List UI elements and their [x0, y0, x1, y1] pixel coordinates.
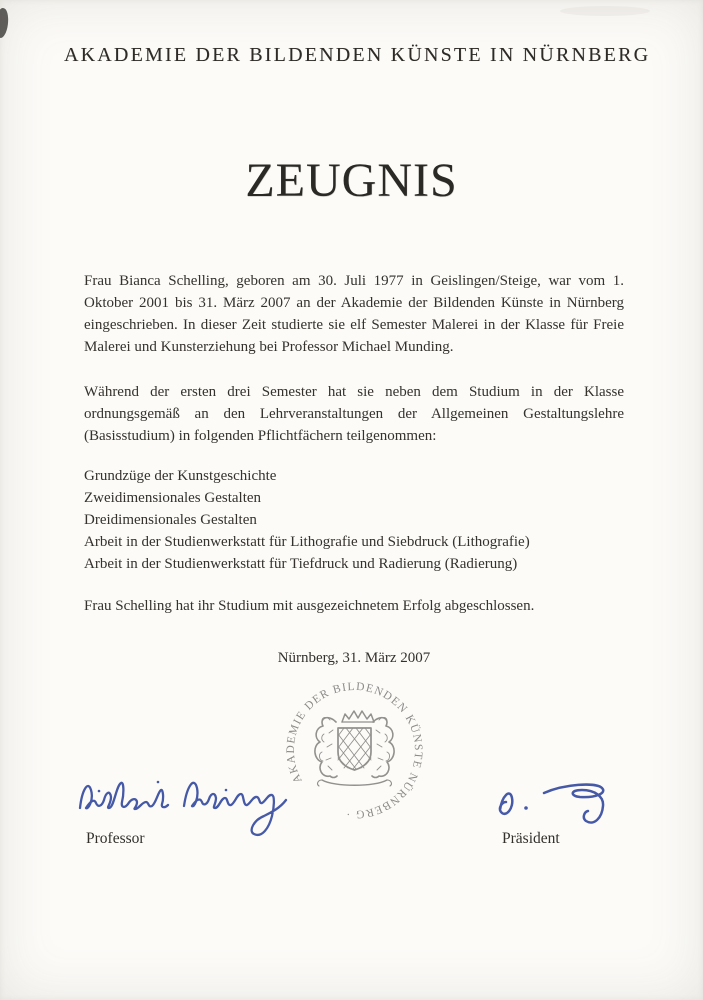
closing-statement: Frau Schelling hat ihr Studium mit ausgezeichnetem Erfolg abgeschlossen.: [84, 598, 535, 614]
subject-item: Arbeit in der Studienwerkstatt für Lithografie und Siebdruck (Lithografie): [84, 534, 530, 550]
scan-artifact-mark: [0, 7, 10, 38]
scan-smudge: [560, 6, 650, 16]
paragraph-enrollment: Frau Bianca Schelling, geboren am 30. Juli 1977 in Geislingen/Steige, war vom 1. Oktober 2001 bis 31. März 2007 an der Akademie der Bildenden Künste in Nürnberg eingeschrieben. In dieser Zeit studierte sie elf Semester Malerei in der Klasse für Freie Malerei und Kunsterziehung bei Professor Michael Munding.: [84, 273, 624, 355]
professor-label: Professor: [86, 830, 145, 847]
subject-item: Zweidimensionales Gestalten: [84, 490, 262, 506]
coat-of-arms-icon: [315, 711, 394, 786]
seal-ring-text: AKADEMIE DER BILDENDEN KÜNSTE NÜRNBERG ·: [284, 680, 425, 821]
subject-item: Arbeit in der Studienwerkstatt für Tiefdruck und Radierung (Radierung): [84, 556, 518, 572]
president-label: Präsident: [502, 830, 560, 847]
paragraph-basic-studies: Während der ersten drei Semester hat sie neben dem Studium in der Klasse ordnungsgemäß an den Lehrveranstaltungen der Allgemeinen Gestaltungslehre (Basisstudium) in folgenden Pflichtfächern teilgenommen:: [84, 384, 624, 444]
subject-item: Grundzüge der Kunstgeschichte: [84, 468, 277, 484]
dateline: Nürnberg, 31. März 2007: [277, 650, 431, 666]
subject-list: [84, 465, 624, 575]
letterhead: AKADEMIE DER BILDENDEN KÜNSTE IN NÜRNBERG: [64, 44, 651, 66]
certificate-title: ZEUGNIS: [245, 154, 458, 207]
subject-item: Dreidimensionales Gestalten: [84, 512, 257, 528]
